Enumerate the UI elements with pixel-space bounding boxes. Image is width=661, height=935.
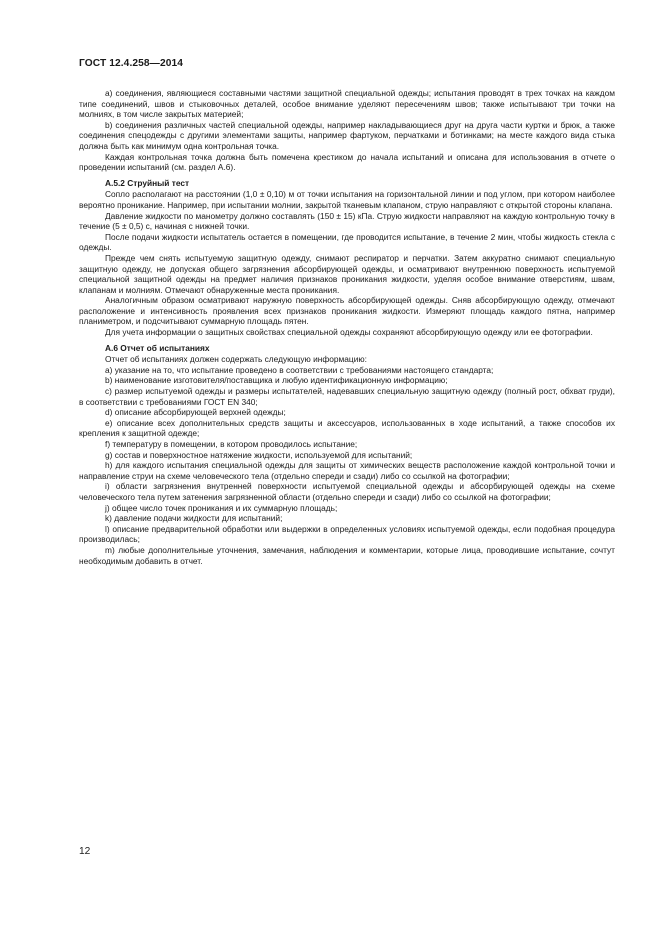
paragraph-inspection: Прежде чем снять испытуемую защитную одежду, снимают респиратор и перчатки. Затем аккуратно снимают специальную защитную одежду, не допуская общего загрязнения абсорбирующей одежды, и осматривают внутреннюю поверхность испытуемой специальной защитной одежды на предмет наличия признаков проникания жидкости, уделяя особое внимание отверстиям, швам, клапанам и молниям. Отмечают обнаруженные места проникания. xyxy=(79,252,615,295)
list-item: m) любые дополнительные уточнения, замечания, наблюдения и комментарии, которые лица, проводившие испытание, сочтут необходимым добавить в отчет. xyxy=(79,544,615,566)
list-item: е) описание всех дополнительных средств защиты и аксессуаров, использованных в ходе испытаний, а также способов их крепления к защитной одежде; xyxy=(79,417,615,439)
paragraph-photographs: Для учета информации о защитных свойствах специальной одежды сохраняют абсорбирующую одежду или ее фотографии. xyxy=(105,327,593,338)
list-item: с) размер испытуемой одежды и размеры испытателей, надевавших специальную защитную одежду (полный рост, обхват груди), в соответствии с требованиями ГОСТ EN 340; xyxy=(79,386,615,407)
paragraph-a5-item-b: b) соединения различных частей специальной одежды, например накладывающиеся друг на друга части куртки и брюк, а также соединения спецодежды с другими элементами защиты, например фартуком, перчатками и ботинками; на месте каждого вида стыка должна быть как минимум одна контрольная точка. xyxy=(79,119,615,151)
paragraph-a5-item-a: а) соединения, являющиеся составными частями защитной специальной одежды; испытания проводят в трех точках на каждом типе соединений, швов и стыковочных деталей, особое внимание уделяют пересечениям швов; также испытывают три точки на молниях, в том числе закрытых материей; xyxy=(79,88,615,120)
list-item: i) области загрязнения внутренней поверхности испытуемой специальной одежды и абсорбирующей одежды на схеме человеческого тела путем затенения загрязненной области (отдельно спереди и сзади) либо со ссылкой на фотографии; xyxy=(79,481,615,502)
list-item: b) наименование изготовителя/поставщика и любую идентификационную информацию; xyxy=(105,375,448,386)
list-item: h) для каждого испытания специальной одежды для защиты от химических веществ расположение каждой контрольной точки и направление струи на схеме человеческого тела (отдельно спереди и сзади) либо со ссылкой на фотографии; xyxy=(79,460,615,481)
list-item: d) описание абсорбирующей верхней одежды; xyxy=(105,407,286,418)
paragraph-pressure: Давление жидкости по манометру должно составлять (150 ± 15) кПа. Струю жидкости направляют на каждую контрольную точку в течение (5 ± 0,5) с, начиная с нижней точки. xyxy=(79,210,615,232)
document-header: ГОСТ 12.4.258—2014 xyxy=(79,58,184,69)
paragraph-after-spray: После подачи жидкости испытатель остается в помещении, где проводится испытание, в течение 2 мин, чтобы жидкость стекла с одежды. xyxy=(79,231,615,253)
list-item: k) давление подачи жидкости для испытаний; xyxy=(105,513,283,524)
section-heading-a52: А.5.2 Струйный тест xyxy=(105,177,190,188)
paragraph-control-points: Каждая контрольная точка должна быть помечена крестиком до начала испытаний и описана для использования в отчете о проведении испытаний (см. раздел А.6). xyxy=(79,151,615,173)
list-item: g) состав и поверхностное натяжение жидкости, используемой для испытаний; xyxy=(105,449,413,460)
paragraph-absorbent-inspection: Аналогичным образом осматривают наружную поверхность абсорбирующей одежды. Сняв абсорбирующую одежду, отмечают расположение и интенсивность проявления всех признаков проникания жидкости. Измеряют площадь каждого пятна, например планиметром, и подсчитывают суммарную площадь пятен. xyxy=(79,295,615,327)
paragraph-nozzle: Сопло располагают на расстоянии (1,0 ± 0,10) м от точки испытания на горизонтальной линии и под углом, при котором наиболее вероятно проникание. Например, при испытании молнии, закрытой тканевым клапаном, струю направляют с открытой стороны клапана. xyxy=(79,189,615,210)
page-number: 12 xyxy=(79,846,91,857)
list-item: а) указание на то, что испытание проведено в соответствии с требованиями настоящего стандарта; xyxy=(105,364,494,375)
list-item: l) описание предварительной обработки или выдержки в определенных условиях испытуемой одежды, если подобная процедура производилась; xyxy=(79,523,615,545)
list-item: f) температуру в помещении, в котором проводилось испытание; xyxy=(105,439,358,449)
paragraph-report-intro: Отчет об испытаниях должен содержать следующую информацию: xyxy=(105,354,367,365)
list-item: j) общее число точек проникания и их суммарную площадь; xyxy=(105,502,338,513)
document-body xyxy=(79,88,615,566)
section-heading-a6: А.6 Отчет об испытаниях xyxy=(105,342,210,353)
